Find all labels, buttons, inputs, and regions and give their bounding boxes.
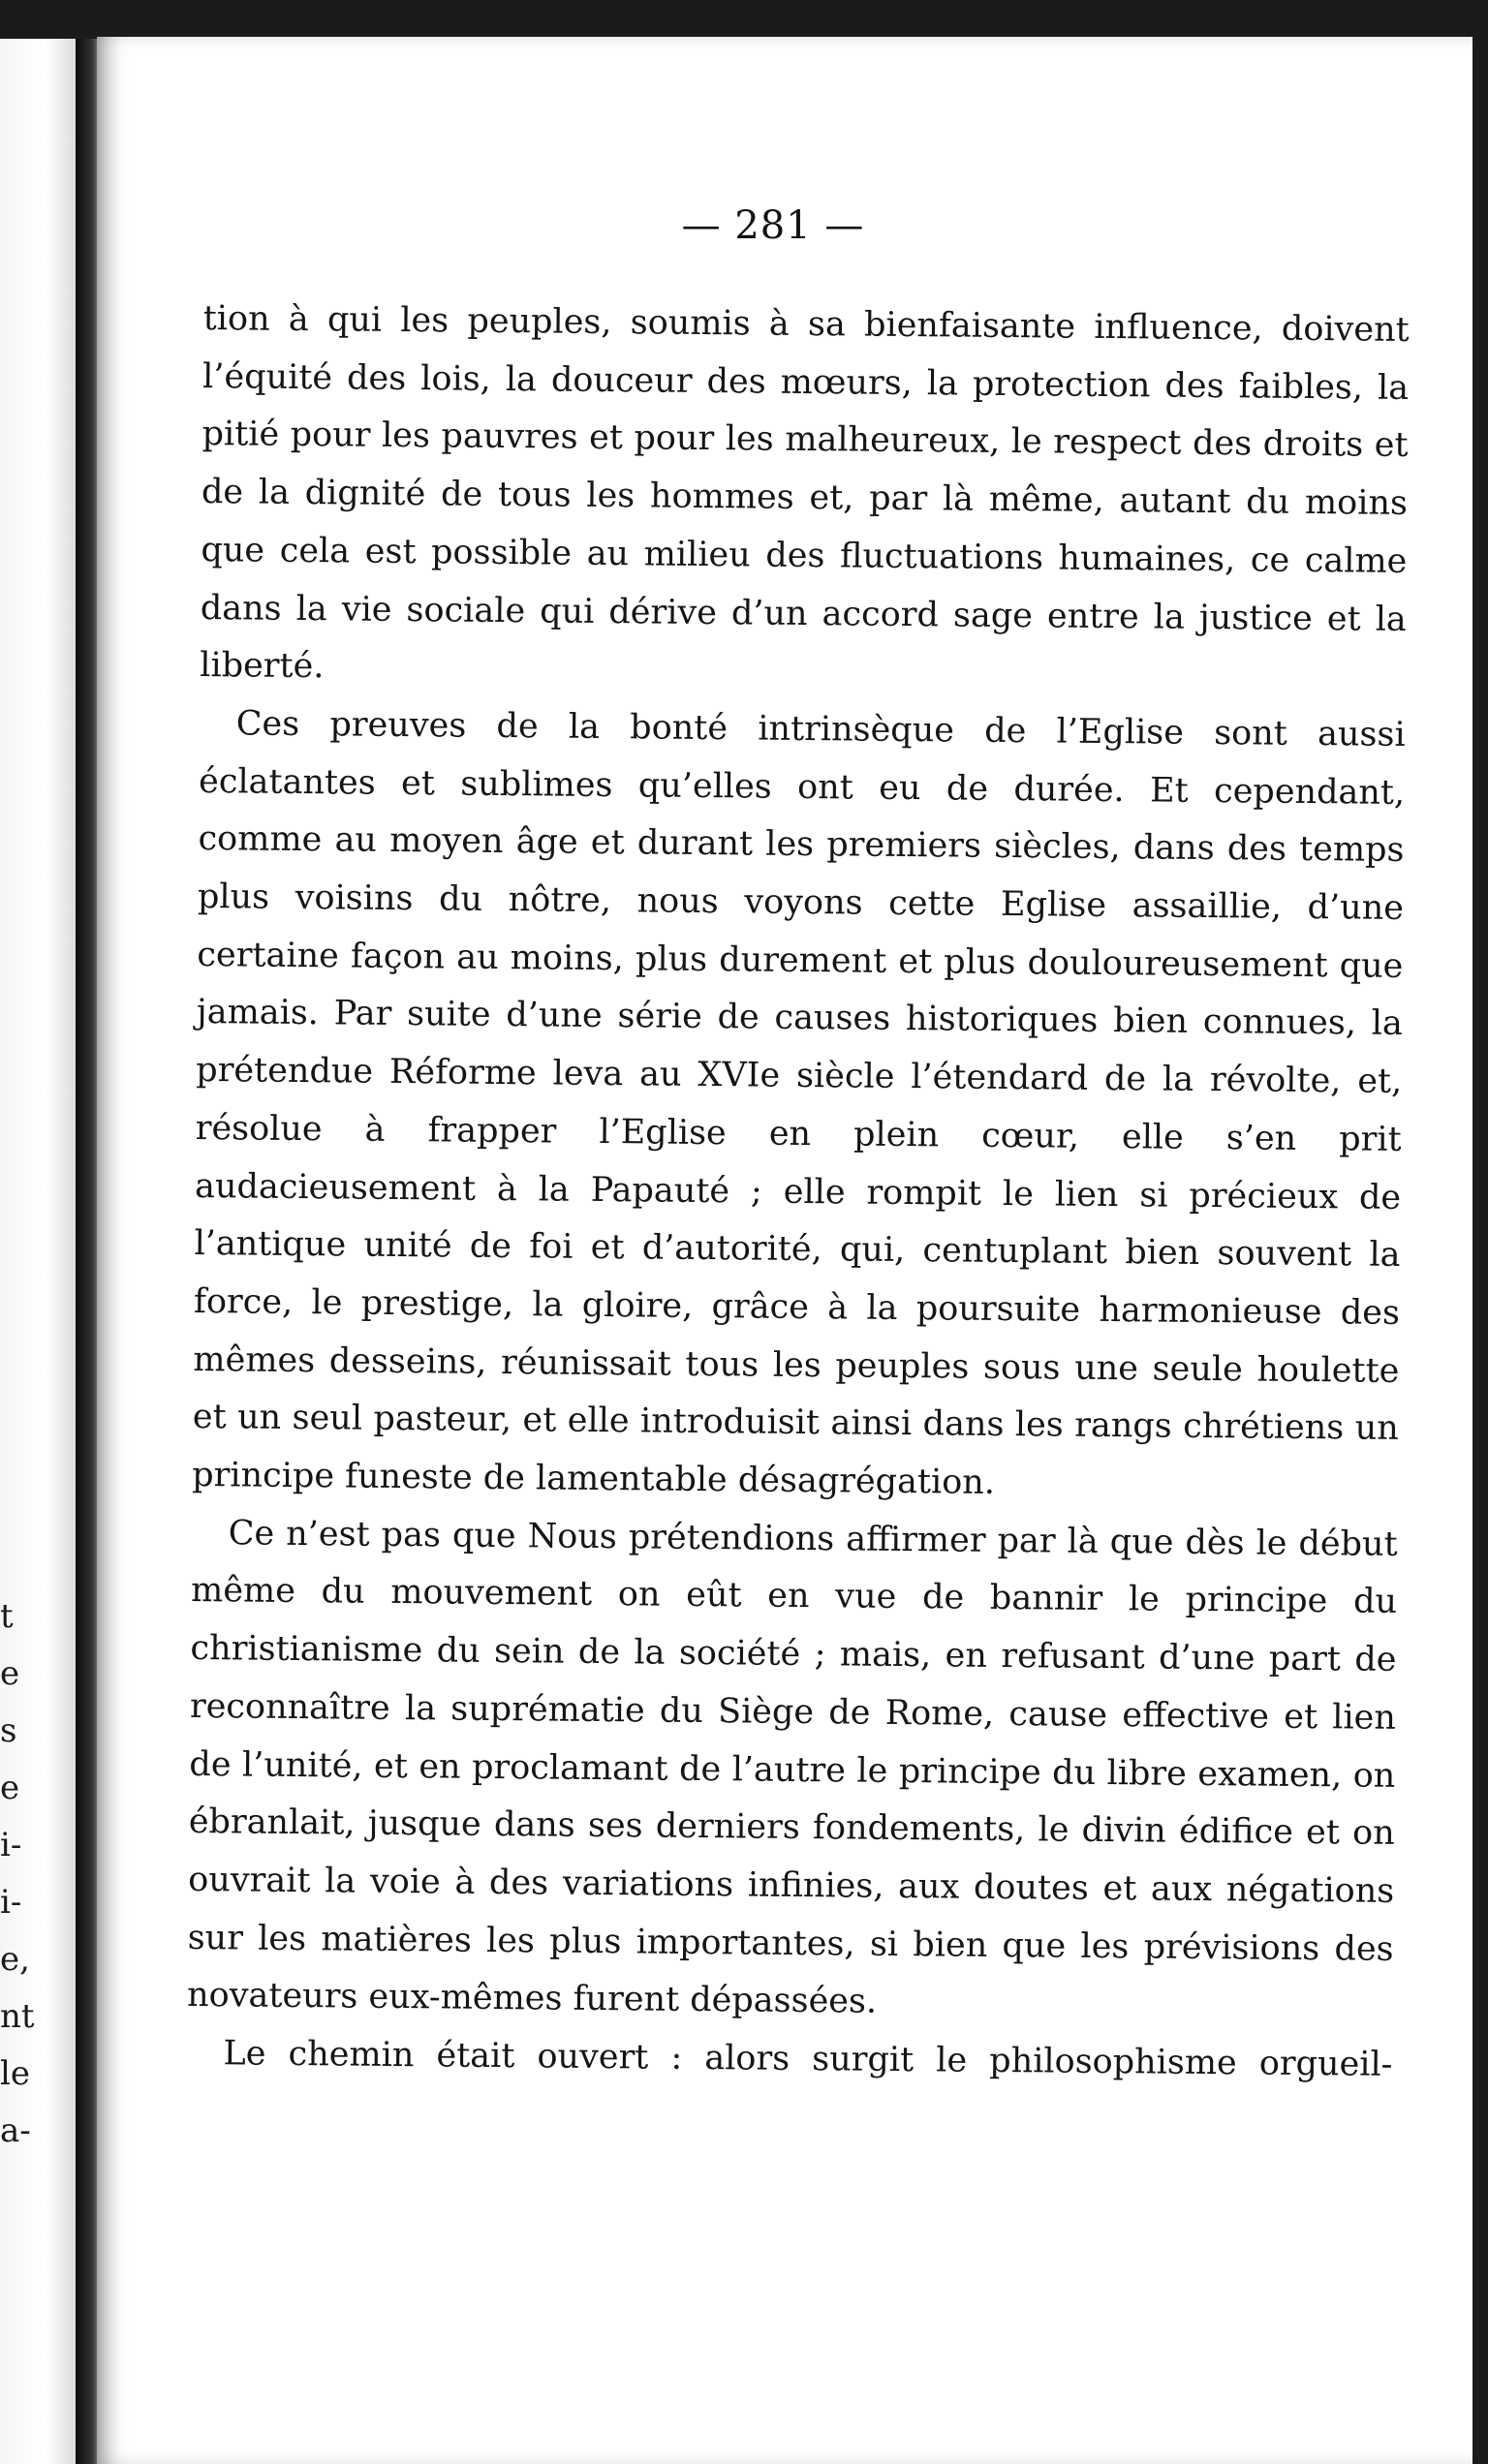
left-fragment: nt xyxy=(0,1997,35,2036)
left-fragment: le xyxy=(0,2054,30,2093)
paragraph: Ces preuves de la bonté intrinsèque de l’Eglise sont aussi éclatantes et sublimes qu’elles ont eu de durée. Et cependant, comme au moyen âge et durant les premiers siècles, dans des temps plus voisins du nôtre, nous voyons cette Eglise assaillie, d’une certaine façon au moins, plus durement et plus douloureusement que jamais. Par suite d’une série de causes historiques bien connues, la prétendue Réforme leva au XVIe siècle l’étendard de la révolte, et, résolue à frapper l’Eglise en plein cœur, elle s’en prit audacieusement à la Papauté ; elle rompit le lien si précieux de l’antique unité de foi et d’autorité, qui, centuplant bien souvent la force, le prestige, la gloire, grâce à la poursuite harmonieuse des mêmes desseins, réunissait tous les peuples sous une seule houlette et un seul pasteur, et elle introduisit ainsi dans les rangs chrétiens un principe funeste de lamentable désagrégation. xyxy=(192,704,1406,1502)
paragraph: Ce n’est pas que Nous prétendions affirmer par là que dès le début même du mouvement on eût en vue de bannir le principe du christianisme du sein de la société ; mais, en refusant d’une part de reconnaître la suprématie du Siège de Rome, cause effective et lien de l’unité, et en proclamant de l’autre le principe du libre examen, on ébranlait, jusque dans ses derniers fondements, le divin édifice et on ouvrait la voie à des variations infinies, aux doutes et aux négations sur les matières les plus importantes, si bien que les prévisions des novateurs eux-mêmes furent dépassées. xyxy=(186,1514,1398,2022)
left-fragment: e xyxy=(0,1769,20,1807)
left-fragment: e xyxy=(0,1654,20,1693)
left-page-edge xyxy=(0,39,76,2464)
left-fragment: i- xyxy=(0,1826,22,1864)
left-fragment: e, xyxy=(0,1940,30,1979)
left-fragment: s xyxy=(0,1711,17,1750)
left-page-fragments xyxy=(0,1588,35,2160)
left-fragment: i- xyxy=(0,1883,22,1922)
right-page xyxy=(97,37,1472,2464)
paragraph: Le chemin était ouvert : alors surgit le philosophisme orgueil- xyxy=(223,2034,1393,2084)
page-body xyxy=(186,291,1410,2095)
page-number: — 281 — xyxy=(681,203,865,248)
left-fragment: a- xyxy=(0,2111,31,2150)
paragraph: tion à qui les peuples, soumis à sa bienfaisante influence, doivent l’équité des lois, la douceur des mœurs, la protection des faibles, la pitié pour les pauvres et pour les malheureux, le respect des droits et de la dignité de tous les hommes et, par là même, autant du moins que cela est possible au milieu des fluctuations humaines, ce calme dans la vie sociale qui dérive d’un accord sage entre la justice et la liberté. xyxy=(200,298,1410,687)
left-fragment: t xyxy=(0,1597,14,1636)
